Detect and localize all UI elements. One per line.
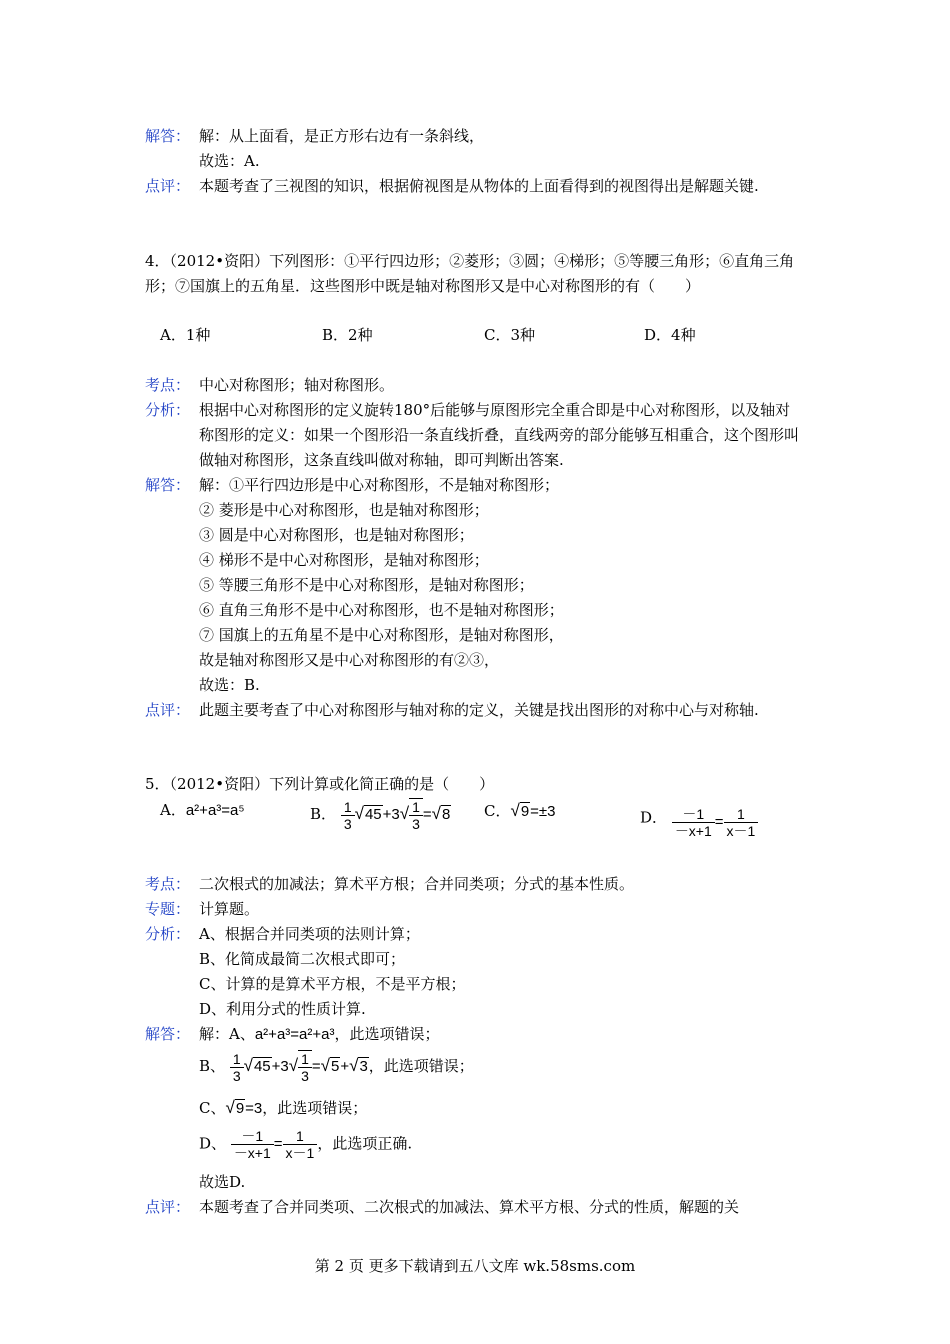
q4-answer-line: ② 菱形是中心对称图形，也是轴对称图形； — [199, 501, 489, 519]
q4-answer-line: 解：①平行四边形是中心对称图形，不是轴对称图形； — [199, 476, 560, 494]
q3-answer-line-2: 故选：A. — [199, 152, 260, 170]
q5-answer-a — [199, 1022, 809, 1047]
q5-answer-b — [199, 1050, 809, 1084]
q4-comment-label: 点评： — [145, 701, 191, 719]
q5-fenxi-line: C、计算的是算术平方根，不是平方根； — [199, 975, 466, 993]
q5-answer-c: C、√9=3，此选项错误； — [199, 1098, 368, 1117]
q5-answer-a-tail: ，此选项错误； — [334, 1025, 440, 1043]
q5-option-b-prefix: B． — [310, 805, 337, 823]
q5-option-b — [310, 798, 451, 832]
q5-zhuanti: 计算题。 — [199, 900, 260, 918]
q5-comment-label: 点评： — [145, 1198, 191, 1216]
q3-comment: 本题考查了三视图的知识，根据俯视图是从物体的上面看得到的视图得出是解题关键. — [199, 177, 759, 195]
q5-answer-b-expr: $\frac{1}{3}$ √45+3√ $\frac{1}{3}$ =√5+√3 — [230, 1050, 369, 1084]
q5-answer-d — [199, 1128, 809, 1161]
q5-option-c-prefix: C． — [484, 802, 511, 820]
q4-answer-line: ③ 圆是中心对称图形，也是轴对称图形； — [199, 526, 474, 544]
q5-answer-b-prefix: B、 — [199, 1057, 226, 1075]
q4-answer-line: ⑥ 直角三角形不是中心对称图形，也不是轴对称图形； — [199, 601, 564, 619]
q4-option-c: C．3种 — [484, 326, 536, 344]
q3-answer-label: 解答： — [145, 127, 191, 145]
q4-option-b: B．2种 — [322, 326, 373, 344]
q4-option-d: D．4种 — [644, 326, 696, 344]
q4-stem: 4．（2012•资阳）下列图形：①平行四边形；②菱形；③圆；④梯形；⑤等腰三角形；⑥直角三角形；⑦国旗上的五角星．这些图形中既是轴对称图形又是中心对称图形的有（ ） — [145, 252, 795, 295]
page-footer: 第 2 页 更多下载请到五八文库 wk.58sms.com — [314, 1257, 636, 1275]
q5-option-d-prefix: D． — [640, 808, 668, 827]
q4-fenxi-label: 分析： — [145, 401, 191, 419]
q4-answer-label: 解答： — [145, 476, 191, 494]
q4-answer-line: ⑦ 国旗上的五角星不是中心对称图形，是轴对称图形， — [199, 626, 564, 644]
q5-fenxi-line: D、利用分式的性质计算. — [199, 1000, 366, 1018]
q5-option-c-expr: =±3 — [530, 803, 556, 820]
q4-answer-line: 故是轴对称图形又是中心对称图形的有②③， — [199, 651, 500, 669]
q5-kaodian-label: 考点： — [145, 875, 191, 893]
q5-option-d-expr: $\frac{-1}{-x+1}$ = $\frac{1}{x-1}$ — [672, 806, 759, 839]
q4-answer-line: ⑤ 等腰三角形不是中心对称图形，是轴对称图形； — [199, 576, 534, 594]
q4-option-a: A．1种 — [160, 326, 211, 344]
q5-answer-c-prefix: C、 — [199, 1099, 226, 1117]
q5-answer-d-tail: ，此选项正确. — [317, 1134, 413, 1153]
q5-answer-final: 故选D. — [199, 1173, 246, 1191]
q4-fenxi: 根据中心对称图形的定义旋转180°后能够与原图形完全重合即是中心对称图形，以及轴对称图形的定义：如果一个图形沿一条直线折叠，直线两旁的部分能够互相重合，这个图形叫做轴对称图形，这条直线叫做对称轴，即可判断出答案. — [199, 401, 800, 469]
q3-comment-label: 点评： — [145, 177, 191, 195]
q5-fenxi-line: A、根据合并同类项的法则计算； — [199, 925, 420, 943]
q5-option-c: C．√9=±3 — [484, 801, 556, 820]
q5-kaodian: 二次根式的加减法；算术平方根；合并同类项；分式的基本性质。 — [199, 875, 635, 893]
q5-option-a — [160, 798, 245, 823]
q5-answer-b-tail: ，此选项错误； — [368, 1057, 474, 1075]
q5-answer-c-expr: =3 — [245, 1100, 263, 1117]
q4-answer-line: ④ 梯形不是中心对称图形，是轴对称图形； — [199, 551, 489, 569]
q4-kaodian-label: 考点： — [145, 376, 191, 394]
q5-answer-a-prefix: 解：A、 — [199, 1025, 255, 1043]
q5-answer-label: 解答： — [145, 1025, 191, 1043]
q5-comment: 本题考查了合并同类项、二次根式的加减法、算术平方根、分式的性质，解题的关 — [199, 1198, 740, 1216]
q5-option-d — [640, 798, 758, 839]
q5-answer-d-expr: $\frac{-1}{-x+1}$ = $\frac{1}{x-1}$ — [231, 1128, 318, 1161]
q5-fenxi-label: 分析： — [145, 925, 191, 943]
q5-answer-a-expr: a²+a³=a²+a³ — [254, 1026, 335, 1043]
q4-answer-line: 故选：B. — [199, 676, 260, 694]
q5-zhuanti-label: 专题： — [145, 900, 191, 918]
q5-option-a-prefix: A． — [160, 801, 186, 819]
q4-kaodian: 中心对称图形；轴对称图形。 — [199, 376, 395, 394]
q5-option-a-expr: a²+a³=a⁵ — [185, 802, 245, 819]
q5-option-b-expr: $\frac{1}{3}$ √45+3√ $\frac{1}{3}$ =√8 — [341, 798, 452, 832]
q4-comment: 此题主要考查了中心对称图形与轴对称的定义，关键是找出图形的对称中心与对称轴. — [199, 701, 759, 719]
q5-answer-c-tail: ，此选项错误； — [262, 1099, 368, 1117]
q3-answer-line-1: 解：从上面看，是正方形右边有一条斜线， — [199, 127, 485, 145]
q5-answer-d-prefix: D、 — [199, 1134, 227, 1153]
q5-stem: 5．（2012•资阳）下列计算或化简正确的是（ ） — [145, 775, 495, 793]
q5-fenxi-line: B、化简成最简二次根式即可； — [199, 950, 406, 968]
